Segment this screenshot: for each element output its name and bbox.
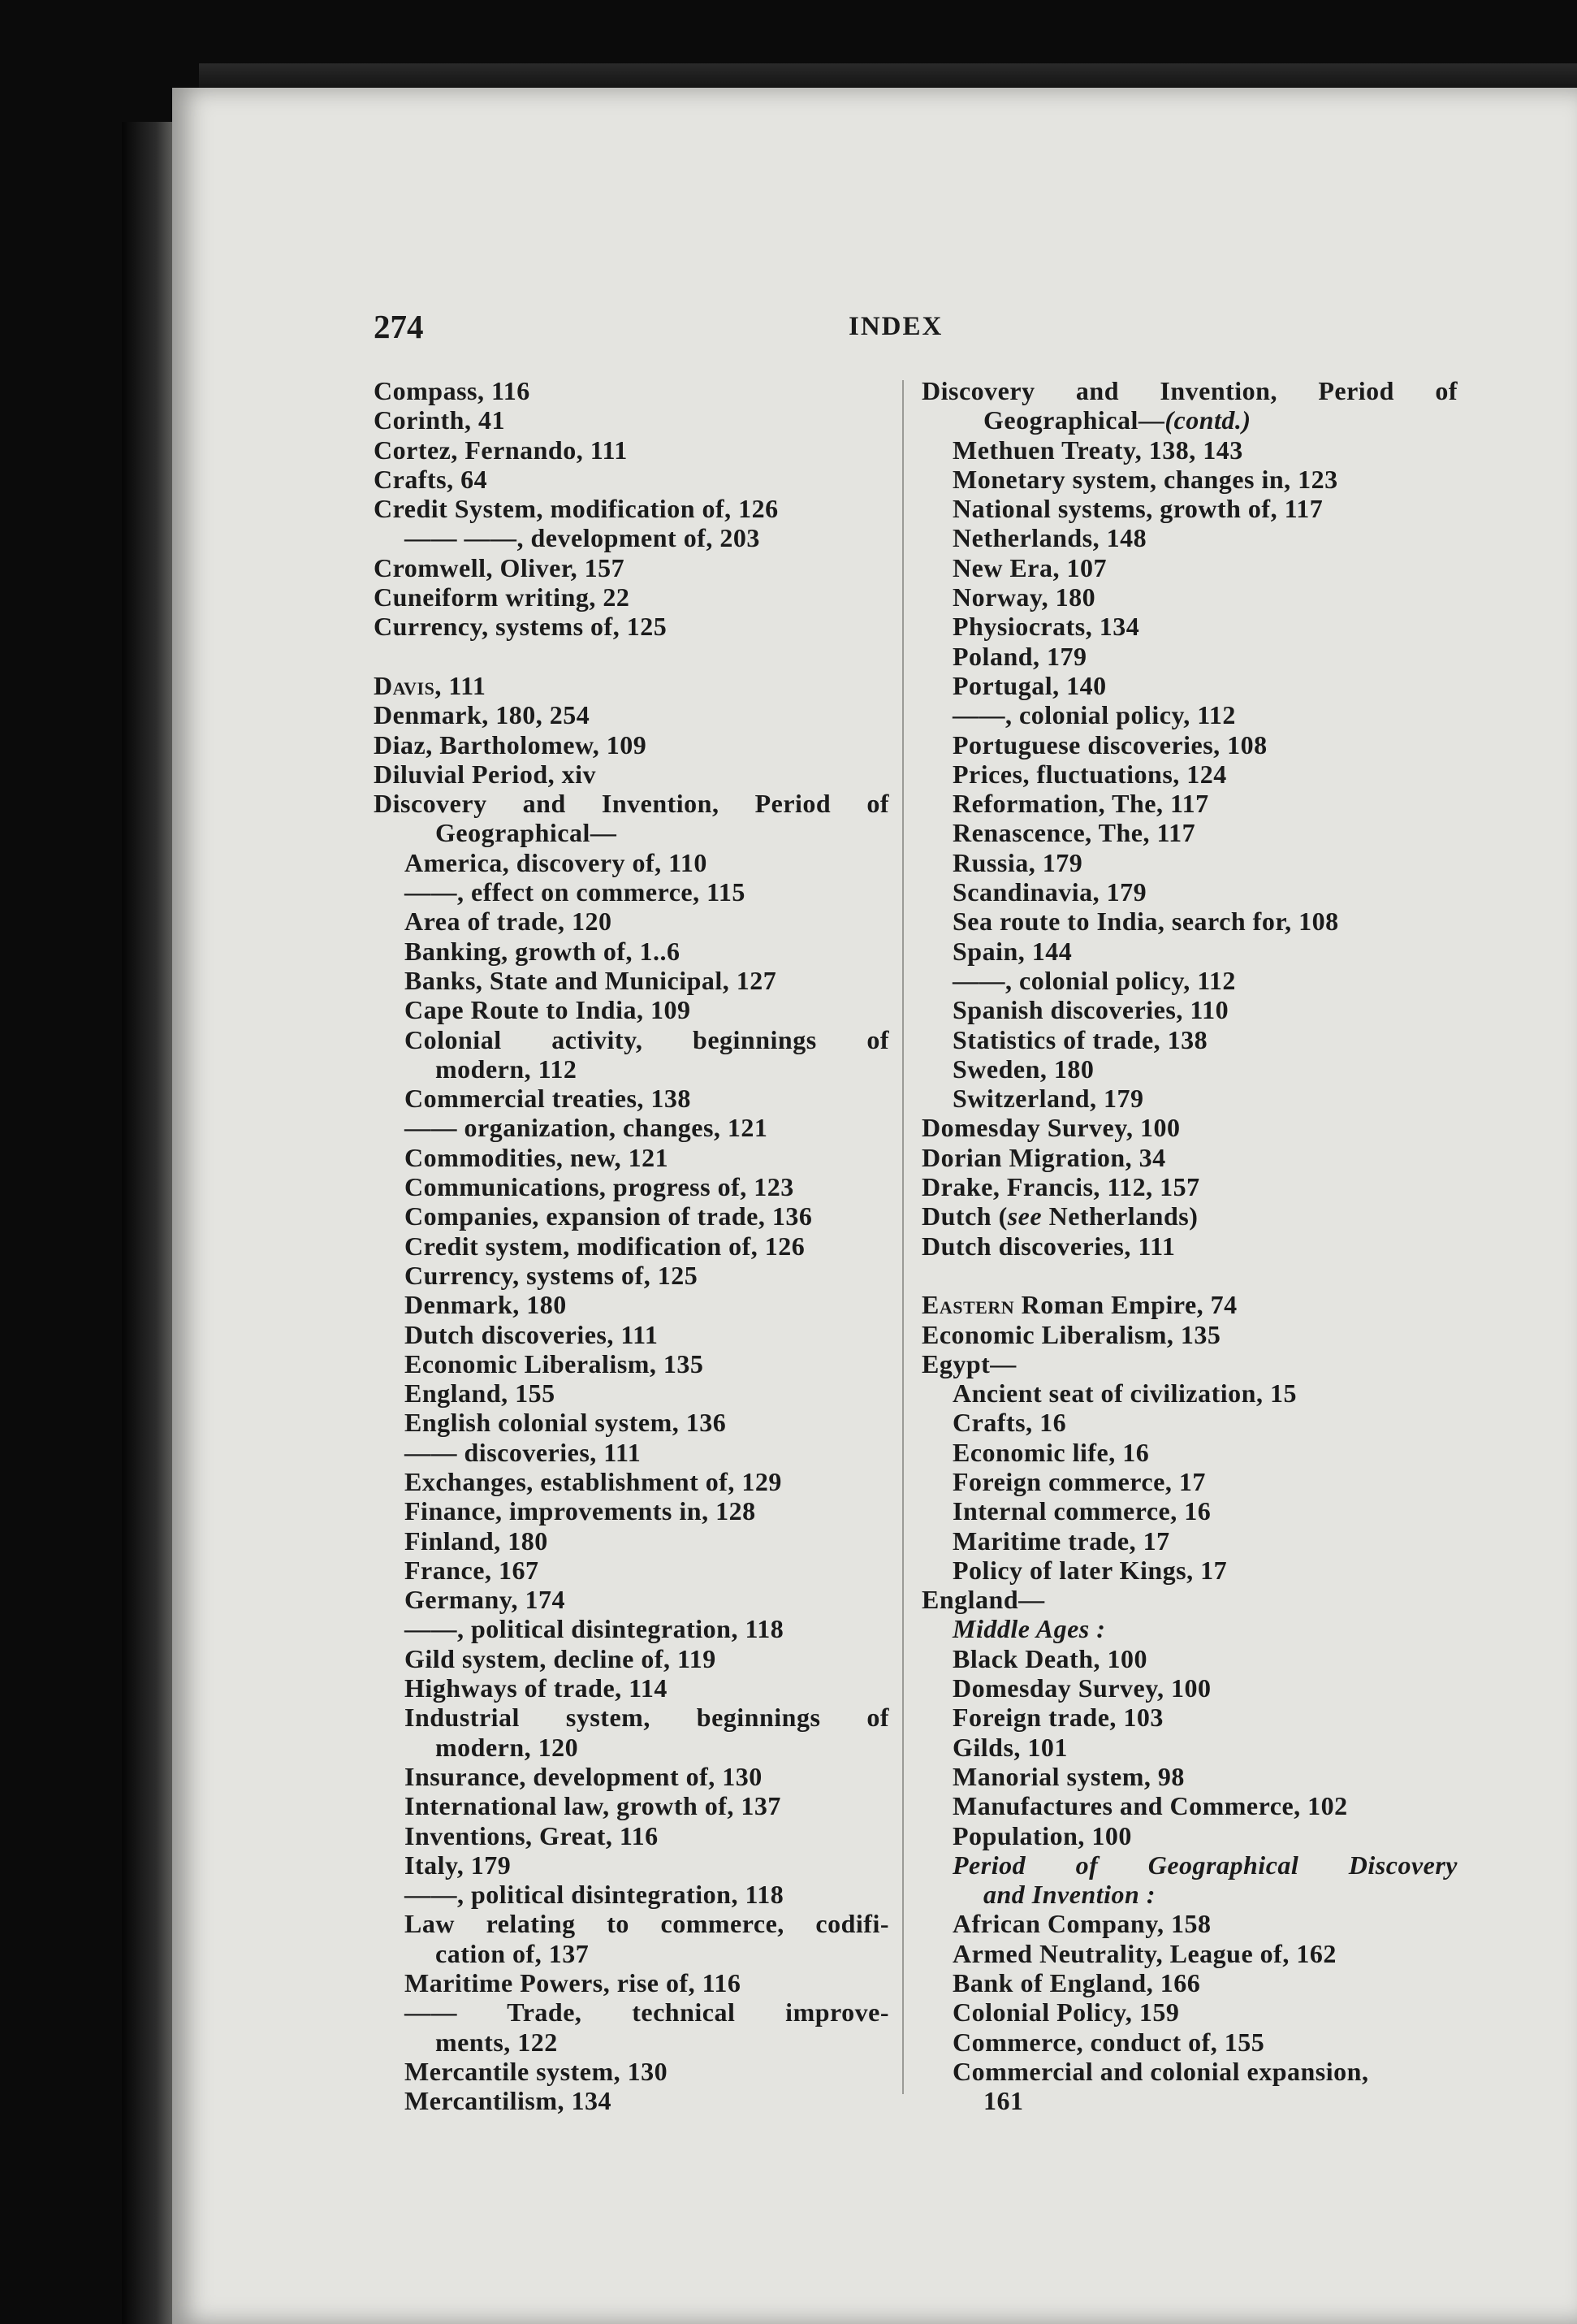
entry-italic-heading: Period of Geographical Discovery xyxy=(953,1850,1458,1880)
index-entry: Currency, systems of, 125 xyxy=(374,612,668,642)
index-entry: Population, 100 xyxy=(953,1820,1132,1850)
index-gap xyxy=(922,1261,1458,1290)
index-entry: Drake, Francis, 112, 157 xyxy=(922,1172,1200,1202)
index-entry: Methuen Treaty, 138, 143 xyxy=(953,435,1243,465)
index-entry xyxy=(922,1850,1458,1880)
index-entry: Italy, 179 xyxy=(404,1850,512,1880)
index-entry: Credit System, modification of, 126 xyxy=(374,494,779,524)
index-entry: ments, 122 xyxy=(435,2027,558,2057)
index-entry: Germany, 174 xyxy=(404,1585,565,1615)
entry-italic-suffix: (contd.) xyxy=(1164,405,1251,435)
index-entry: Finance, improvements in, 128 xyxy=(404,1496,756,1526)
index-entry xyxy=(922,1614,1458,1643)
index-entry: Law relating to commerce, codifi- xyxy=(404,1909,889,1939)
index-entry: Corinth, 41 xyxy=(374,405,505,435)
index-entry: cation of, 137 xyxy=(435,1938,590,1968)
index-entry: Insurance, development of, 130 xyxy=(404,1761,763,1791)
running-head: INDEX xyxy=(849,312,944,341)
index-entry: Sweden, 180 xyxy=(953,1054,1095,1084)
index-entry: Poland, 179 xyxy=(953,641,1087,671)
index-entry: Russia, 179 xyxy=(953,847,1083,877)
index-entry: Banks, State and Municipal, 127 xyxy=(404,965,777,995)
index-entry: ——, political disintegration, 118 xyxy=(404,1614,784,1644)
index-entry: Dutch discoveries, 111 xyxy=(922,1231,1176,1261)
index-entry: Black Death, 100 xyxy=(953,1643,1147,1673)
index-entry: Mercantilism, 134 xyxy=(404,2086,611,2116)
entry-small-caps: Eastern xyxy=(922,1290,1015,1320)
index-entry: National systems, growth of, 117 xyxy=(953,494,1324,524)
page-number: 274 xyxy=(374,308,424,345)
index-entry: Portugal, 140 xyxy=(953,670,1107,700)
index-entry: Denmark, 180 xyxy=(404,1290,567,1320)
index-entry: Dorian Migration, 34 xyxy=(922,1142,1166,1172)
index-entry: Highways of trade, 114 xyxy=(404,1673,668,1703)
index-entry: Cuneiform writing, 22 xyxy=(374,582,630,612)
index-column-right xyxy=(922,376,1458,2116)
index-entry: Discovery and Invention, Period of xyxy=(374,789,889,819)
index-entry: —— discoveries, 111 xyxy=(404,1437,642,1467)
index-entry: Currency, systems of, 125 xyxy=(404,1260,698,1290)
index-entry: Exchanges, establishment of, 129 xyxy=(404,1466,782,1496)
index-entry: Portuguese discoveries, 108 xyxy=(953,729,1268,760)
index-entry: Policy of later Kings, 17 xyxy=(953,1555,1228,1585)
index-entry: Sea route to India, search for, 108 xyxy=(953,907,1339,937)
book-binding-edge xyxy=(122,122,179,2324)
index-entry: —— ——, development of, 203 xyxy=(404,523,760,553)
index-entry: Cromwell, Oliver, 157 xyxy=(374,552,625,582)
index-entry: Reformation, The, 117 xyxy=(953,789,1209,819)
index-entry: Crafts, 16 xyxy=(953,1408,1067,1438)
index-gap xyxy=(374,642,889,671)
index-entry: Domesday Survey, 100 xyxy=(922,1113,1181,1143)
index-entry xyxy=(922,1880,1458,1909)
index-entry: Manorial system, 98 xyxy=(953,1761,1185,1791)
index-entry: America, discovery of, 110 xyxy=(404,847,707,877)
index-entry: Area of trade, 120 xyxy=(404,907,612,937)
index-entry: modern, 120 xyxy=(435,1732,579,1762)
index-entry: Commerce, conduct of, 155 xyxy=(953,2027,1265,2057)
index-entry: Netherlands, 148 xyxy=(953,523,1147,553)
index-entry: Compass, 116 xyxy=(374,376,530,405)
index-entry: Statistics of trade, 138 xyxy=(953,1024,1208,1054)
index-entry: Companies, expansion of trade, 136 xyxy=(404,1201,813,1231)
index-entry: Foreign trade, 103 xyxy=(953,1703,1164,1733)
index-entry: Inventions, Great, 116 xyxy=(404,1820,659,1850)
index-entry: Colonial Policy, 159 xyxy=(953,1997,1180,2028)
index-entry: Armed Neutrality, League of, 162 xyxy=(953,1938,1337,1968)
index-entry: Gild system, decline of, 119 xyxy=(404,1643,716,1673)
index-entry: Monetary system, changes in, 123 xyxy=(953,464,1338,494)
index-entry: Physiocrats, 134 xyxy=(953,612,1140,642)
index-entry: Maritime trade, 17 xyxy=(953,1526,1170,1556)
index-entry: Egypt— xyxy=(922,1348,1017,1378)
entry-small-caps: Davis xyxy=(374,670,435,700)
index-entry: Cortez, Fernando, 111 xyxy=(374,435,628,465)
index-entry: Spain, 144 xyxy=(953,936,1073,966)
index-entry: ——, colonial policy, 112 xyxy=(953,965,1236,995)
index-entry: Domesday Survey, 100 xyxy=(953,1673,1212,1703)
index-entry: African Company, 158 xyxy=(953,1909,1212,1939)
index-entry: Dutch (see Netherlands) xyxy=(922,1201,1199,1231)
index-entry: Communications, progress of, 123 xyxy=(404,1172,794,1202)
index-entry: New Era, 107 xyxy=(953,552,1107,582)
index-entry: Geographical— xyxy=(435,818,617,848)
index-entry: Colonial activity, beginnings of xyxy=(404,1024,889,1054)
index-entry: Discovery and Invention, Period of xyxy=(922,376,1458,405)
index-entry: —— organization, changes, 121 xyxy=(404,1113,768,1143)
index-entry: Diaz, Bartholomew, 109 xyxy=(374,729,647,760)
page-top-edge xyxy=(199,63,1577,91)
entry-italic: see xyxy=(1007,1201,1043,1231)
index-entry: Geographical—(contd.) xyxy=(983,405,1251,435)
index-entry: ——, colonial policy, 112 xyxy=(953,700,1236,730)
index-entry: Credit system, modification of, 126 xyxy=(404,1231,806,1261)
entry-italic-heading: Middle Ages : xyxy=(953,1614,1106,1644)
index-entry: Economic life, 16 xyxy=(953,1437,1150,1467)
index-entry: Prices, fluctuations, 124 xyxy=(953,759,1227,789)
index-entry: England, 155 xyxy=(404,1378,555,1409)
index-entry: England— xyxy=(922,1585,1045,1615)
index-entry: Scandinavia, 179 xyxy=(953,877,1147,907)
index-entry: 161 xyxy=(983,2086,1024,2116)
index-entry: Dutch discoveries, 111 xyxy=(404,1319,659,1349)
index-entry: ——, political disintegration, 118 xyxy=(404,1880,784,1910)
index-entry: Mercantile system, 130 xyxy=(404,2056,668,2086)
index-entry: ——, effect on commerce, 115 xyxy=(404,877,745,907)
index-entry: Davis, 111 xyxy=(374,670,486,700)
column-divider xyxy=(902,380,904,2094)
index-entry: Gilds, 101 xyxy=(953,1732,1068,1762)
index-entry: Economic Liberalism, 135 xyxy=(922,1319,1221,1349)
index-entry: International law, growth of, 137 xyxy=(404,1791,781,1821)
index-entry: Internal commerce, 16 xyxy=(953,1496,1212,1526)
index-entry: English colonial system, 136 xyxy=(404,1408,727,1438)
index-column-left xyxy=(374,376,889,2116)
index-entry: —— Trade, technical improve- xyxy=(404,1997,889,2028)
index-entry: modern, 112 xyxy=(435,1054,577,1084)
page-header xyxy=(374,307,1429,356)
index-entry: Banking, growth of, 1..6 xyxy=(404,936,680,966)
index-entry: Spanish discoveries, 110 xyxy=(953,995,1229,1025)
index-entry: Economic Liberalism, 135 xyxy=(404,1348,704,1378)
index-entry: Eastern Roman Empire, 74 xyxy=(922,1290,1238,1320)
index-entry: Maritime Powers, rise of, 116 xyxy=(404,1968,741,1998)
index-entry: Denmark, 180, 254 xyxy=(374,700,590,730)
entry-italic-heading: and Invention : xyxy=(983,1880,1156,1910)
index-entry: Ancient seat of civilization, 15 xyxy=(953,1378,1297,1409)
index-entry: Commodities, new, 121 xyxy=(404,1142,669,1172)
index-entry: Crafts, 64 xyxy=(374,464,488,494)
index-entry: Industrial system, beginnings of xyxy=(404,1703,889,1733)
index-entry: Commercial and colonial expansion, xyxy=(953,2056,1369,2086)
index-entry: Foreign commerce, 17 xyxy=(953,1466,1206,1496)
index-entry: Commercial treaties, 138 xyxy=(404,1084,691,1114)
index-entry: Renascence, The, 117 xyxy=(953,818,1196,848)
index-entry: Norway, 180 xyxy=(953,582,1096,612)
index-entry: Cape Route to India, 109 xyxy=(404,995,691,1025)
index-entry: Manufactures and Commerce, 102 xyxy=(953,1791,1348,1821)
index-entry: Finland, 180 xyxy=(404,1526,548,1556)
index-entry: Diluvial Period, xiv xyxy=(374,759,596,789)
index-entry: Switzerland, 179 xyxy=(953,1084,1144,1114)
index-entry: France, 167 xyxy=(404,1555,539,1585)
index-entry: Bank of England, 166 xyxy=(953,1968,1201,1998)
